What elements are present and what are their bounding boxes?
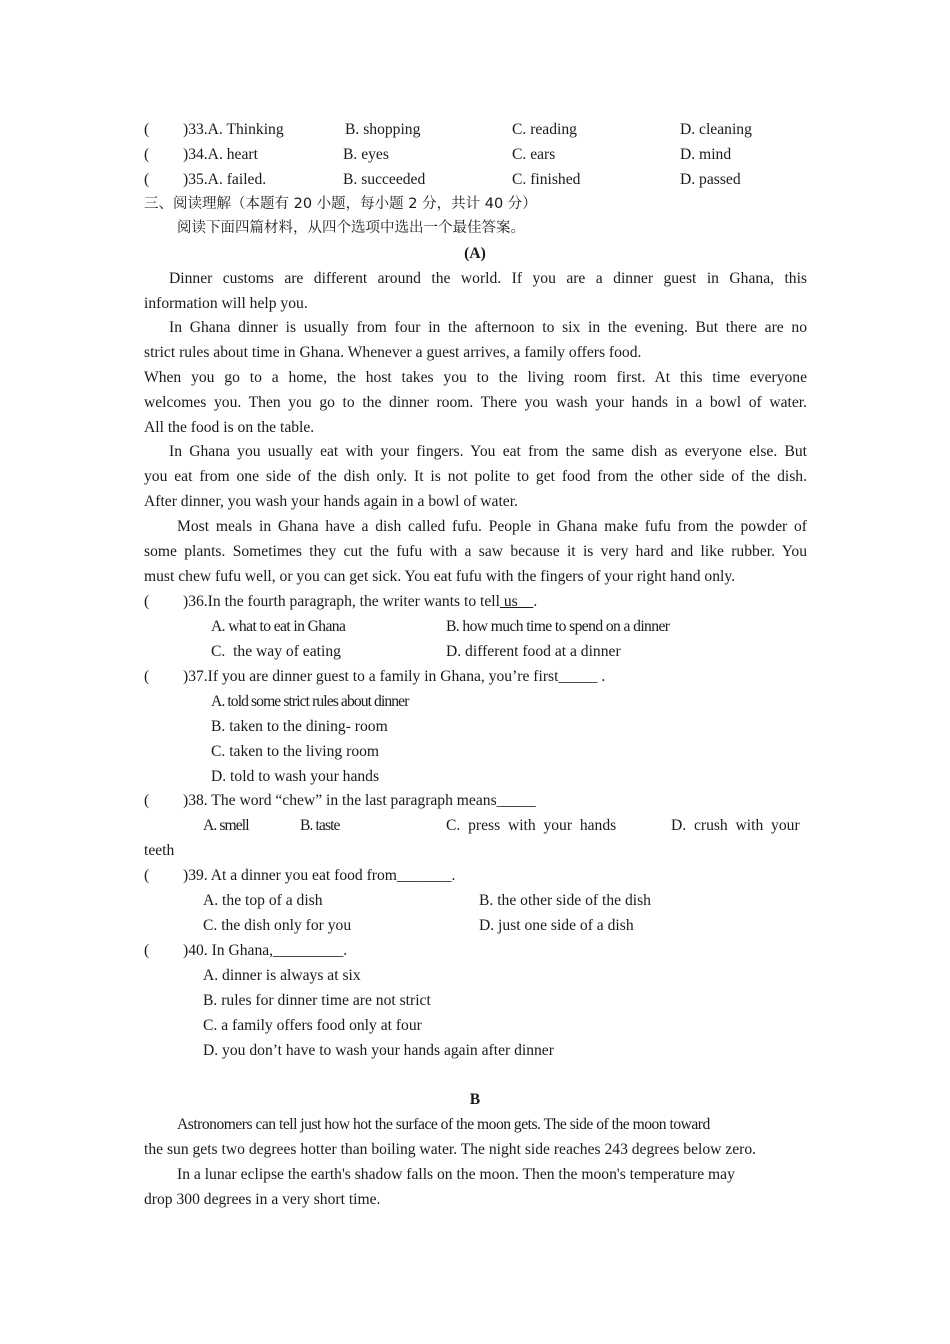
option-a: )34.A. heart <box>183 146 258 163</box>
option-c: C. reading <box>512 121 577 138</box>
question-stem-text: )40. In Ghana, <box>183 942 274 959</box>
question-stem <box>183 941 347 961</box>
option-a: )35.A. failed. <box>183 171 267 188</box>
option-d: D. different food at a dinner <box>446 643 621 660</box>
option-b: B. eyes <box>343 146 389 163</box>
question-stem-text: )39. At a dinner you eat food from <box>183 867 397 884</box>
passage-b-heading: B <box>469 1091 481 1108</box>
answer-blank[interactable]: us <box>499 593 534 610</box>
option-c: C. the dish only for you <box>203 917 352 934</box>
passage-a-line: Most meals in Ghana have a dish called fufu. People in Ghana make fufu from the powder of <box>177 518 807 535</box>
option-a: )33.A. Thinking <box>183 121 284 138</box>
answer-paren: ( <box>144 593 150 610</box>
option-b: B. succeeded <box>343 171 426 188</box>
answer-blank[interactable]: _______ <box>396 867 452 884</box>
answer-blank[interactable]: ______ <box>288 942 336 959</box>
option-c: C. press with your hands <box>446 817 617 834</box>
option-c: C. the way of eating <box>211 643 341 660</box>
answer-paren: ( <box>144 171 150 188</box>
passage-a-line: In Ghana you usually eat with your fingers. You eat from the same dish as everyone else. But <box>169 443 807 460</box>
section-instruction: 阅读下面四篇材料，从四个选项中选出一个最佳答案。 <box>177 220 525 236</box>
stem-end: . <box>597 668 606 685</box>
passage-a-line: welcomes you. Then you go to the dinner room. There you wash your hands in a bowl of water. <box>144 394 807 411</box>
passage-b-line: Astronomers can tell just how hot the surface of the moon gets. The side of the moon toward <box>177 1116 710 1133</box>
option-c: C. ears <box>512 146 556 163</box>
passage-b-line: In a lunar eclipse the earth's shadow falls on the moon. Then the moon's temperature may <box>177 1166 735 1183</box>
answer-blank[interactable]: _____ <box>558 668 598 685</box>
passage-a-line: When you go to a home, the host takes you to the living room first. At this time everyone <box>144 369 807 386</box>
option-b: B. the other side of the dish <box>479 892 651 909</box>
option-d: D. told to wash your hands <box>211 768 380 785</box>
passage-a-line: you eat from one side of the dish only. It is not polite to get food from the other side of the dish. <box>144 468 807 485</box>
option-b: B. shopping <box>345 121 421 138</box>
option-a: A. the top of a dish <box>203 892 323 909</box>
answer-paren: ( <box>144 121 150 138</box>
option-d: D. mind <box>680 146 732 163</box>
answer-paren: ( <box>144 668 150 685</box>
question-stem <box>183 791 536 811</box>
passage-a-line: must chew fufu well, or you can get sick. You eat fufu with the fingers of your right hand only. <box>144 568 736 585</box>
option-a: A. told some strict rules about dinner <box>211 693 409 710</box>
option-c: C. taken to the living room <box>211 743 380 760</box>
question-stem <box>183 667 605 687</box>
passage-a-line: In Ghana dinner is usually from four in the afternoon to six in the evening. But there are no <box>169 319 807 336</box>
answer-paren: ( <box>144 146 150 163</box>
passage-a-line: Dinner customs are different around the world. If you are a dinner guest in Ghana, this <box>169 270 807 287</box>
question-stem-text: )36.In the fourth paragraph, the writer wants to tell <box>183 593 500 610</box>
stem-end: . <box>533 593 538 610</box>
option-b: B. taken to the dining- room <box>211 718 388 735</box>
option-b: B. rules for dinner time are not strict <box>203 992 431 1009</box>
answer-paren: ( <box>144 867 150 884</box>
stem-end: . <box>451 867 456 884</box>
option-d: D. passed <box>680 171 741 188</box>
passage-a-line: After dinner, you wash your hands again in a bowl of water. <box>144 493 518 510</box>
passage-a-line: strict rules about time in Ghana. Whenever a guest arrives, a family offers food. <box>144 344 642 361</box>
passage-a-line: information will help you. <box>144 295 308 312</box>
section-title: 三、阅读理解（本题有 20 小题，每小题 2 分，共计 40 分） <box>144 196 537 212</box>
option-b: B. how much time to spend on a dinner <box>446 618 670 635</box>
option-c: C. finished <box>512 171 581 188</box>
option-d: D. you don’t have to wash your hands again after dinner <box>203 1042 554 1059</box>
option-d: D. just one side of a dish <box>479 917 634 934</box>
passage-b-line: drop 300 degrees in a very short time. <box>144 1191 381 1208</box>
option-a: A. smell <box>203 817 249 834</box>
question-stem <box>183 866 455 886</box>
answer-paren: ( <box>144 792 150 809</box>
question-stem-text: )38. The word “chew” in the last paragraph means <box>183 792 497 809</box>
option-d-continued: teeth <box>144 842 175 859</box>
passage-b-line: the sun gets two degrees hotter than boiling water. The night side reaches 243 degrees below zero. <box>144 1141 757 1158</box>
option-d: D. cleaning <box>680 121 752 138</box>
passage-a-heading: (A) <box>464 245 486 262</box>
question-stem-text: )37.If you are dinner guest to a family in Ghana, you’re first <box>183 668 559 685</box>
answer-blank[interactable]: ____ <box>496 792 528 809</box>
stem-end: _ <box>527 792 536 809</box>
question-stem <box>183 592 537 612</box>
option-c: C. a family offers food only at four <box>203 1017 422 1034</box>
option-a: A. what to eat in Ghana <box>211 618 346 635</box>
option-a: A. dinner is always at six <box>203 967 361 984</box>
option-b: B. taste <box>300 817 340 834</box>
option-d: D. crush with your <box>671 817 800 834</box>
blank-prefix: __ <box>273 942 289 959</box>
passage-a-line: some plants. Sometimes they cut the fufu with a saw because it is very hard and like rubber. You <box>144 543 807 560</box>
passage-a-line: All the food is on the table. <box>144 419 315 436</box>
stem-end: _. <box>335 942 348 959</box>
answer-paren: ( <box>144 942 150 959</box>
